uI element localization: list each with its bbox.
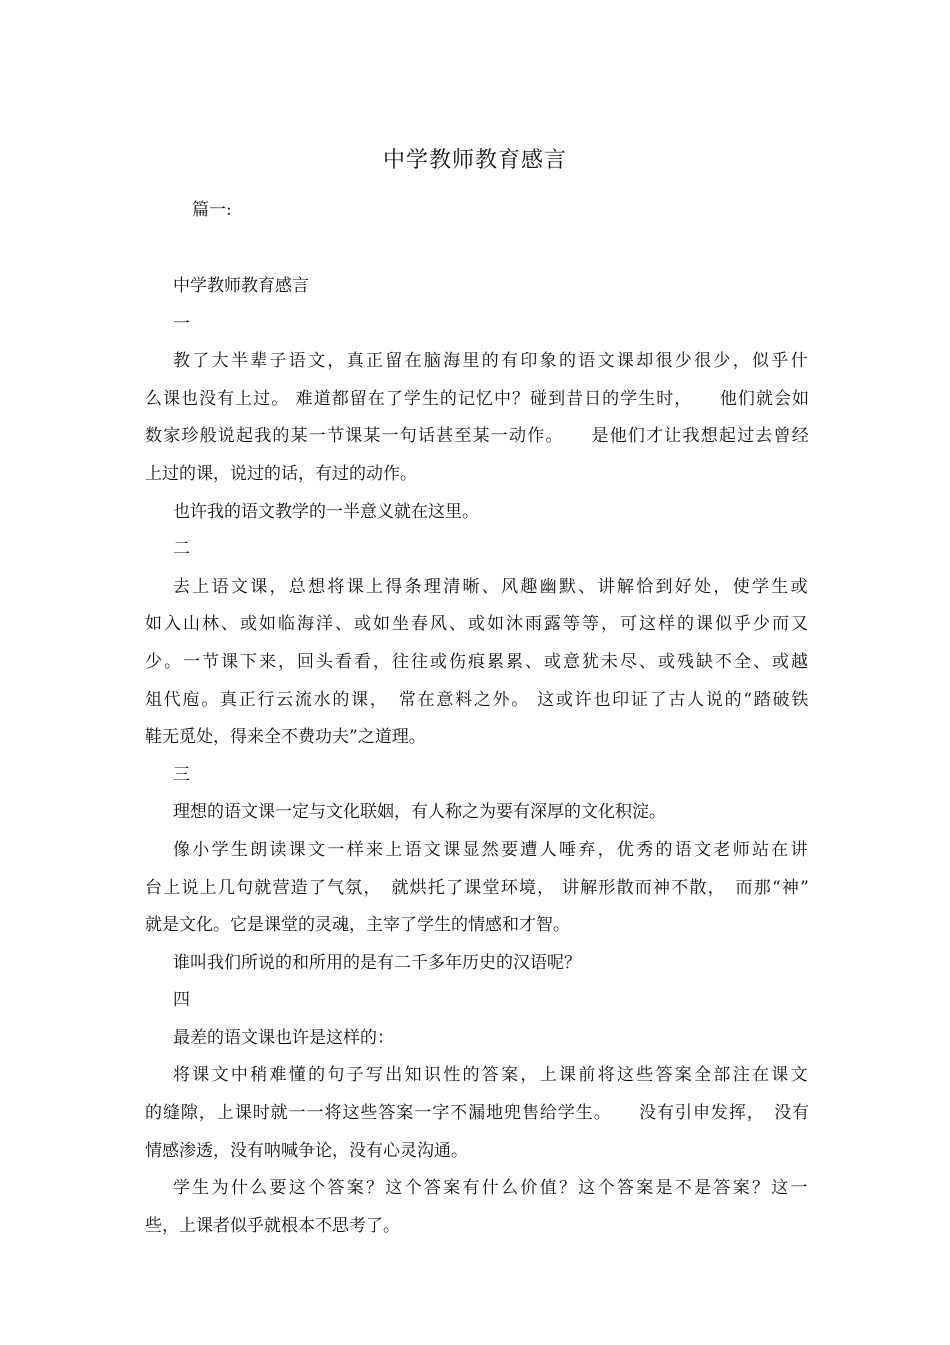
text-line: 的缝隙，上课时就一一将这些答案一字不漏地兜售给学生。 没有引申发挥， 没有 — [145, 1103, 811, 1124]
text-line: 谁叫我们所说的和所用的是有二千多年历史的汉语呢？ — [173, 952, 581, 973]
text-line: 情感渗透，没有呐喊争论，没有心灵沟通。 — [145, 1140, 468, 1161]
text-line: 学生为什么要这个答案？这个答案有什么价值？这个答案是不是答案？这一 — [173, 1178, 810, 1199]
text-line: 理想的语文课一定与文化联姻，有人称之为要有深厚的文化积淀。 — [173, 802, 666, 823]
text-line: 二 — [173, 539, 190, 560]
text-line: 俎代庖。真正行云流水的课， 常在意料之外。 这或许也印证了古人说的“踏破铁 — [145, 689, 810, 710]
text-line: 去上语文课，总想将课上得条理清晰、风趣幽默、讲解恰到好处，使学生或 — [173, 576, 810, 597]
text-line: 将课文中稍难懂的句子写出知识性的答案，上课前将这些答案全部注在课文 — [173, 1065, 810, 1086]
text-line: 台上说上几句就营造了气氛， 就烘托了课堂环境， 讲解形散而神不散， 而那“神” — [145, 877, 810, 898]
text-line: 些，上课者似乎就根本不思考了。 — [145, 1215, 400, 1236]
text-line: 四 — [173, 990, 190, 1011]
text-line: 少。一节课下来，回头看看，往往或伤痕累累、或意犹未尽、或残缺不全、或越 — [145, 651, 810, 672]
text-line: 上过的课，说过的话，有过的动作。 — [145, 463, 417, 484]
text-line: 就是文化。它是课堂的灵魂，主宰了学生的情感和才智。 — [145, 915, 570, 936]
text-line: 像小学生朗读课文一样来上语文课显然要遭人唾弃，优秀的语文老师站在讲 — [173, 839, 810, 860]
text-line: 三 — [173, 764, 190, 785]
text-line: 教了大半辈子语文，真正留在脑海里的有印象的语文课却很少很少，似乎什 — [173, 351, 810, 372]
text-line: 如入山林、或如临海洋、或如坐春风、或如沐雨露等等，可这样的课似乎少而又 — [145, 614, 810, 635]
document-body — [145, 268, 810, 1245]
text-line: 中学教师教育感言 — [173, 276, 309, 296]
text-line: 么课也没有上过。 难道都留在了学生的记忆中？碰到昔日的学生时， 他们就会如 — [145, 388, 811, 409]
section-label: 篇一: — [192, 200, 232, 220]
text-line: 最差的语文课也许是这样的： — [173, 1027, 394, 1048]
text-line: 一 — [173, 313, 190, 334]
text-line: 鞋无觅处，得来全不费功夫”之道理。 — [145, 727, 426, 748]
text-line: 也许我的语文教学的一半意义就在这里。 — [173, 501, 479, 522]
text-line: 数家珍般说起我的某一节课某一句话甚至某一动作。 是他们才让我想起过去曾经 — [145, 426, 810, 447]
page-title: 中学教师教育感言 — [382, 148, 567, 173]
